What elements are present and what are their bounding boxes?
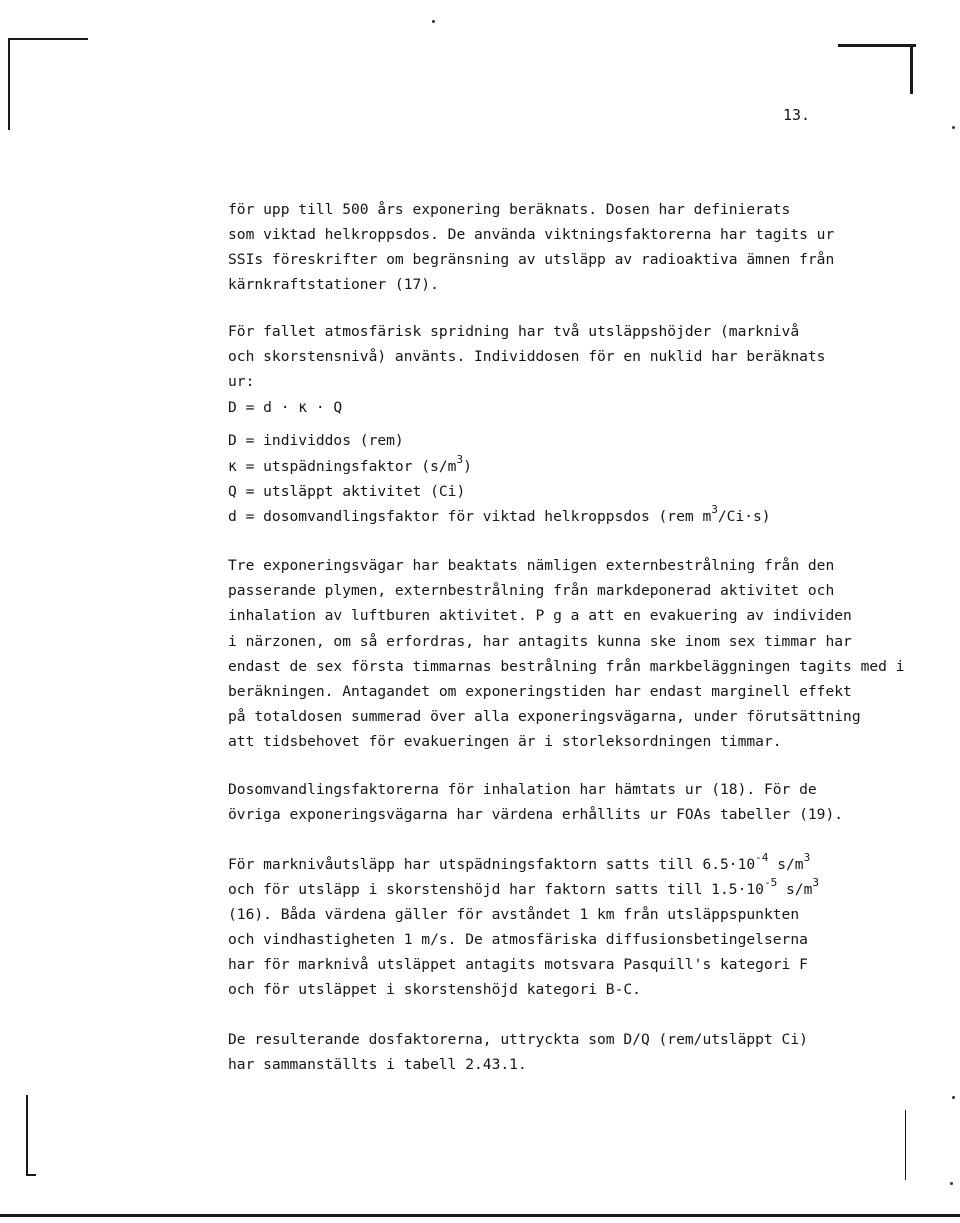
- text-line: inhalation av luftburen aktivitet. P g a att en evakuering av individen: [228, 607, 852, 624]
- superscript: 3: [456, 453, 464, 466]
- text-line: endast de sex första timmarnas bestrålning från markbeläggningen tagits med i: [228, 658, 905, 675]
- text-segment: s/m: [768, 856, 804, 873]
- definition-kappa-end: ): [463, 458, 472, 475]
- corner-mark-bottom-left-h: [26, 1174, 36, 1176]
- text-line: att tidsbehovet för evakueringen är i storleksordningen timmar.: [228, 733, 782, 750]
- formula: D = d · κ · Q: [228, 399, 343, 416]
- text-line: och för utsläppet i skorstenshöjd kategori B-C.: [228, 981, 641, 998]
- superscript: -5: [763, 876, 778, 889]
- bottom-right-mark: [905, 1110, 906, 1180]
- definition-d-end: /Ci·s): [717, 508, 771, 525]
- superscript: 3: [803, 851, 811, 864]
- definition-d: [228, 503, 771, 528]
- text-line: övriga exponeringsvägarna har värdena erhållits ur FOAs tabeller (19).: [228, 806, 844, 823]
- text-line: och vindhastigheten 1 m/s. De atmosfäriska diffusionsbetingelserna: [228, 931, 808, 948]
- text-line: för upp till 500 års exponering beräknats. Dosen har definierats: [228, 201, 791, 218]
- text-line: som viktad helkroppsdos. De använda viktningsfaktorerna har tagits ur: [228, 226, 835, 243]
- text-segment: s/m: [777, 881, 813, 898]
- text-segment: För marknivåutsläpp har utspädningsfaktorn satts till 6.5·10: [228, 856, 756, 873]
- superscript: 3: [711, 503, 718, 516]
- text-segment: och för utsläpp i skorstenshöjd har faktorn satts till 1.5·10: [228, 881, 764, 898]
- corner-mark-top-left-h: [8, 38, 88, 40]
- text-line: och skorstensnivå) använts. Individdosen för en nuklid har beräknats: [228, 348, 826, 365]
- text-line: passerande plymen, externbestrålning från markdeponerad aktivitet och: [228, 582, 835, 599]
- text-line: Tre exponeringsvägar har beaktats nämligen externbestrålning från den: [228, 557, 835, 574]
- text-line: ur:: [228, 373, 255, 390]
- speck: [952, 1096, 955, 1099]
- corner-mark-top-right-v: [910, 44, 913, 94]
- superscript: -4: [755, 851, 769, 864]
- text-line: på totaldosen summerad över alla exponeringsvägarna, under förutsättning: [228, 708, 861, 725]
- speck: [950, 1182, 953, 1185]
- speck: [952, 126, 955, 129]
- text-line: har sammanställts i tabell 2.43.1.: [228, 1056, 527, 1073]
- definition-kappa: [228, 453, 472, 478]
- corner-mark-bottom-left-v: [26, 1095, 28, 1175]
- text-line: [228, 851, 811, 876]
- page-number: 13.: [783, 106, 811, 124]
- bottom-edge-line: [0, 1214, 960, 1217]
- corner-mark-top-right-h: [838, 44, 916, 47]
- corner-mark-top-left-v: [8, 38, 10, 130]
- text-line: i närzonen, om så erfordras, har antagits kunna ske inom sex timmar har: [228, 633, 852, 650]
- text-line: [228, 876, 819, 901]
- text-line: Dosomvandlingsfaktorerna för inhalation har hämtats ur (18). För de: [228, 781, 817, 798]
- text-line: kärnkraftstationer (17).: [228, 276, 439, 293]
- text-line: beräkningen. Antagandet om exponeringstiden har endast marginell effekt: [228, 683, 852, 700]
- speck: [432, 20, 435, 23]
- definition-kappa-text: κ = utspädningsfaktor (s/m: [228, 458, 457, 475]
- text-line: SSIs föreskrifter om begränsning av utsläpp av radioaktiva ämnen från: [228, 251, 835, 268]
- definition-d-text: d = dosomvandlingsfaktor för viktad helkroppsdos (rem m: [228, 508, 712, 525]
- text-line: De resulterande dosfaktorerna, uttryckta som D/Q (rem/utsläppt Ci): [228, 1031, 808, 1048]
- superscript: 3: [812, 876, 819, 889]
- definition-Q: Q = utsläppt aktivitet (Ci): [228, 483, 466, 500]
- definition-D: D = individdos (rem): [228, 432, 404, 449]
- text-line: har för marknivå utsläppet antagits motsvara Pasquill's kategori F: [228, 956, 808, 973]
- text-line: (16). Båda värdena gäller för avståndet 1 km från utsläppspunkten: [228, 906, 800, 923]
- text-line: För fallet atmosfärisk spridning har två utsläppshöjder (marknivå: [228, 323, 800, 340]
